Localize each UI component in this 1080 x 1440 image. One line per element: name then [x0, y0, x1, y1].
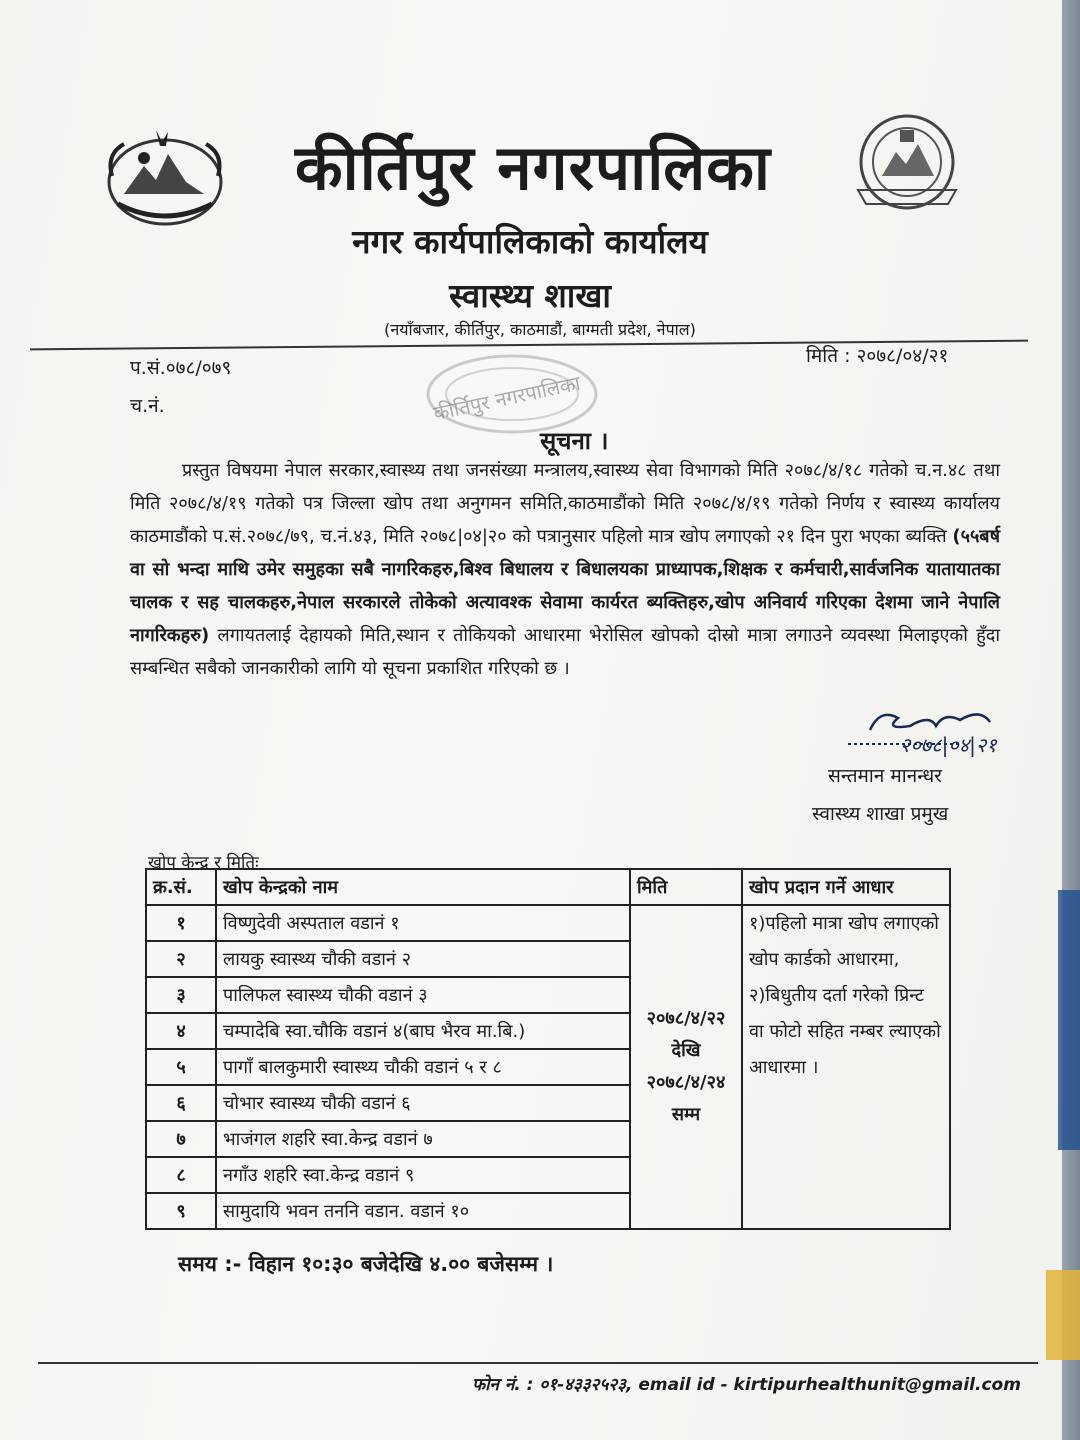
office-name: नगर कार्यपालिकाको कार्यालय	[352, 222, 708, 261]
row-serial: ६	[146, 1085, 216, 1121]
header-basis: खोप प्रदान गर्ने आधार	[742, 869, 950, 905]
notice-body-part1: प्रस्तुत विषयमा नेपाल सरकार,स्वास्थ्य तथा जनसंख्या मन्त्रालय,स्वास्थ्य सेवा विभागको मिति २०७८/४/१८ गतेको च.न.४८ तथा मिति २०७८/४/१९ गतेको पत्र जिल्ला खोप तथा अनुगमन समिति,काठमाडौंको मिति २०७८/४/१९ गतेको निर्णय र स्वास्थ्य कार्यालय काठमाडौंको प.सं.२०७८/७९, च.नं.४३, मिति २०७८|०४|२० को पत्रानुसार पहिलो मात्र खोप लगाएको २१ दिन पुरा भएका ब्यक्ति	[130, 460, 1000, 547]
vaccination-time: समय :- विहान १०:३० बजेदेखि ४.०० बजेसम्म ।	[178, 1252, 554, 1276]
kirtipur-municipality-seal	[848, 112, 966, 212]
row-serial: ८	[146, 1157, 216, 1193]
notice-body-part3: लगायतलाई देहायको मिति,स्थान र तोकियको आधारमा भेरोसिल खोपको दोस्रो मात्रा लगाउने व्यवस्था मिलाइएको हुँदा सम्बन्धित सबैको जानकारीको लागि यो सूचना प्रकाशित गरिएको छ ।	[130, 625, 1000, 679]
header-center-name: खोप केन्द्रको नाम	[216, 869, 630, 905]
row-center-name: चोभार स्वास्थ्य चौकी वडानं ६	[216, 1085, 630, 1121]
notice-body	[130, 454, 1000, 685]
row-center-name: भाजंगल शहरि स्वा.केन्द्र वडानं ७	[216, 1121, 630, 1157]
table-caption: खोप केन्द्र र मितिः	[148, 853, 259, 873]
row-center-name: सामुदायि भवन तननि वडान. वडानं १०	[216, 1193, 630, 1229]
date-mid: देखि	[671, 1040, 701, 1061]
background-yellow-object	[1046, 1270, 1080, 1360]
nepal-emblem-logo	[104, 124, 226, 228]
handwritten-signature	[840, 700, 1050, 762]
header-serial: क्र.सं.	[146, 869, 216, 905]
table-row	[146, 905, 950, 941]
row-serial: ३	[146, 977, 216, 1013]
signature-date: २०७८|०४|२१	[900, 733, 997, 757]
basis-cell	[742, 905, 950, 1229]
notice-body-eligible-groups: (५५बर्ष वा सो भन्दा माथि उमेर समुहका सबै नागरिकहरु,बिश्व बिधालय र बिधालयका प्राध्यापक,शिक्षक र कर्मचारी,सार्वजनिक यातायातका चालक र सह चालकहरु,नेपाल सरकारले तोकेको अत्यावश्क सेवामा कार्यरत ब्यक्तिहरु,खोप अनिवार्य गरिएका देशमा जाने नेपालि नागरिकहरु)	[130, 526, 1000, 646]
notice-title: सूचना ।	[540, 427, 609, 455]
date-end: सम्म	[671, 1104, 701, 1125]
signer-name: सन्तमान मानन्धर	[828, 765, 942, 787]
signer-title: स्वास्थ्य शाखा प्रमुख	[812, 803, 949, 825]
row-serial: ९	[146, 1193, 216, 1229]
table-header-row	[146, 869, 950, 905]
dispatch-number: च.नं.	[130, 395, 165, 417]
row-center-name: चम्पादेबि स्वा.चौकि वडानं ४(बाघ भैरव मा.बि.)	[216, 1013, 630, 1049]
row-serial: १	[146, 905, 216, 941]
stamp-text: कीर्तिपुर नगरपालिका	[431, 370, 583, 426]
office-address: (नयाँबजार, कीर्तिपुर, काठमाडौं, बाग्मती प्रदेश, नेपाल)	[384, 320, 696, 339]
date-to: २०७८/४/२४	[646, 1072, 726, 1093]
background-blue-object	[1058, 890, 1080, 1150]
reference-number: प.सं.०७८/०७९	[130, 357, 232, 379]
vaccination-centers-table	[145, 868, 951, 1230]
row-center-name: नगाँउ शहरि स्वा.केन्द्र वडानं ९	[216, 1157, 630, 1193]
municipality-name: कीर्तिपुर नगरपालिका	[295, 131, 771, 204]
row-center-name: पालिफल स्वास्थ्य चौकी वडानं ३	[216, 977, 630, 1013]
basis-2: २)बिधुतीय दर्ता गरेको प्रिन्ट वा फोटो सहित नम्बर ल्याएको आधारमा ।	[749, 985, 941, 1078]
background-edge	[1062, 0, 1080, 1440]
header-date: मिति	[630, 869, 742, 905]
row-serial: ५	[146, 1049, 216, 1085]
date-range-cell	[630, 905, 742, 1229]
row-center-name: लायकु स्वास्थ्य चौकी वडानं २	[216, 941, 630, 977]
row-center-name: पागाँ बालकुमारी स्वास्थ्य चौकी वडानं ५ र ८	[216, 1049, 630, 1085]
row-center-name: विष्णुदेवी अस्पताल वडानं १	[216, 905, 630, 941]
branch-name: स्वास्थ्य शाखा	[449, 276, 611, 315]
date-label: मिति :	[806, 345, 851, 367]
row-serial: २	[146, 941, 216, 977]
contact-footer: फोन नं. : ०१-४३३२५२३, email id - kirtipurhealthunit@gmail.com	[472, 1375, 1021, 1395]
footer-divider	[38, 1362, 1038, 1364]
letter-date	[806, 342, 948, 368]
row-serial: ७	[146, 1121, 216, 1157]
row-serial: ४	[146, 1013, 216, 1049]
date-value: २०७८/०४/२१	[856, 345, 949, 367]
basis-1: १)पहिलो मात्रा खोप लगाएको खोप कार्डको आधारमा,	[749, 913, 939, 970]
date-from: २०७८/४/२२	[646, 1008, 726, 1029]
